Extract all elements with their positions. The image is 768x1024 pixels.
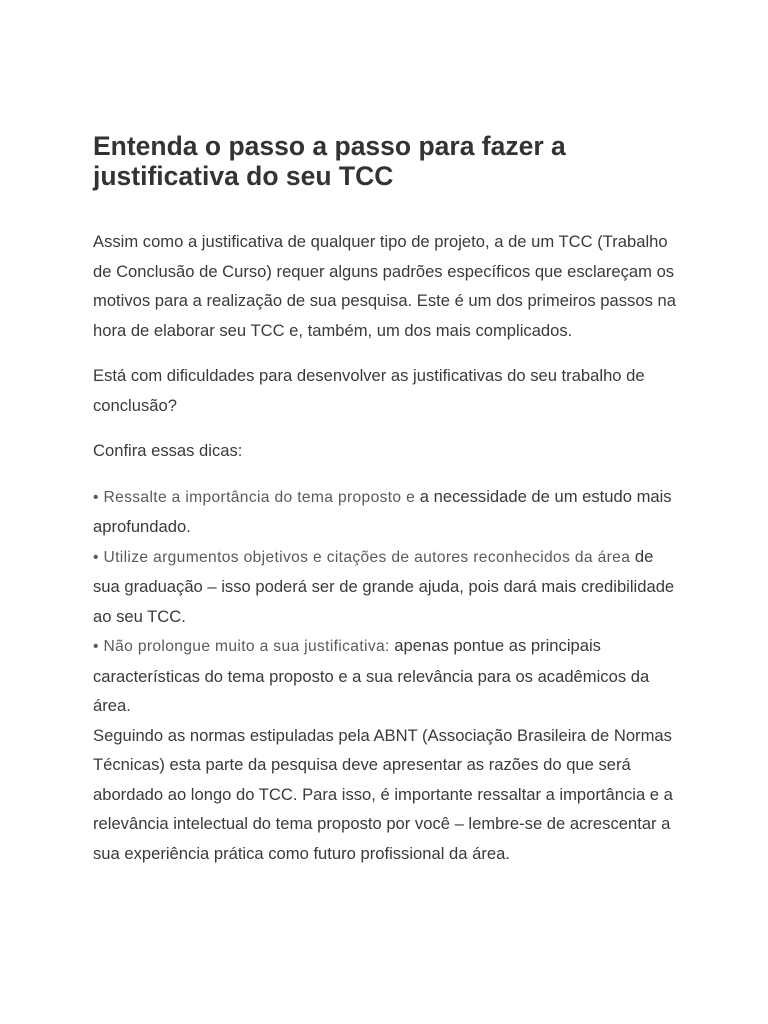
tip-rest: apenas pontue as principais características do tema proposto e a sua relevância para os acadêmicos da área.	[93, 636, 650, 715]
intro-paragraph: Assim como a justificativa de qualquer tipo de projeto, a de um TCC (Trabalho de Conclusão de Curso) requer alguns padrões específicos que esclareçam os motivos para a realização de sua pesquisa. Este é um dos primeiros passos na hora de elaborar seu TCC e, também, um dos mais complicados.	[93, 232, 676, 340]
closing-paragraph: Seguindo as normas estipuladas pela ABNT (Associação Brasileira de Normas Técnicas) esta parte da pesquisa deve apresentar as razões do que será abordado ao longo do TCC. Para isso, é importante ressaltar a importância e a relevância intelectual do tema proposto por você – lembre-se de acrescentar a sua experiência prática como futuro profissional da área.	[93, 725, 673, 863]
article	[93, 131, 678, 868]
question-paragraph: Está com dificuldades para desenvolver as justificativas do seu trabalho de conclusão?	[93, 366, 645, 415]
tip-item	[93, 482, 678, 542]
tip-rest: de sua graduação – isso poderá ser de grande ajuda, pois dará mais credibilidade ao seu TCC.	[93, 546, 675, 626]
tip-lead: • Não prolongue muito a sua justificativa:	[93, 638, 390, 655]
tip-rest: a necessidade de um estudo mais aprofundado.	[93, 486, 672, 536]
article-title: Entenda o passo a passo para fazer a justificativa do seu TCC	[93, 131, 566, 191]
tips-intro: Confira essas dicas:	[93, 441, 243, 460]
tip-lead: • Ressalte a importância do tema proposto e	[93, 488, 416, 506]
tip-item	[93, 631, 678, 721]
tip-item	[93, 542, 678, 632]
tips-list	[93, 482, 678, 869]
tip-lead: • Utilize argumentos objetivos e citações de autores reconhecidos da área	[93, 548, 631, 566]
